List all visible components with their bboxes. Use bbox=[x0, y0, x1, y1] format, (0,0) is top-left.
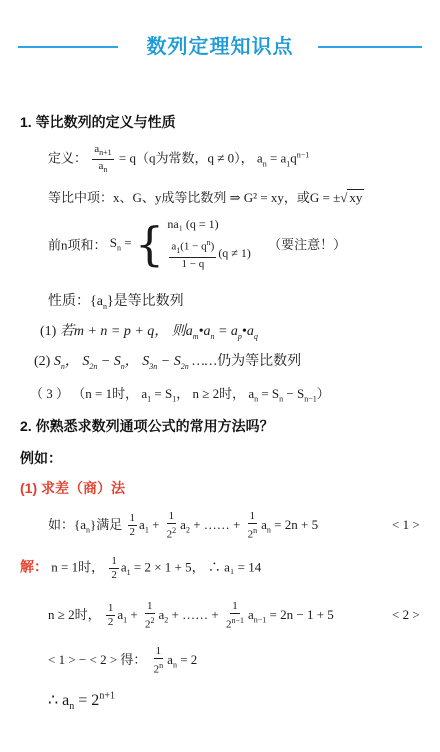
example-satisfies: 满足 bbox=[96, 516, 123, 532]
solution-line-1-result: ∴ a₁ = 14 bbox=[207, 559, 262, 575]
banner-line-right bbox=[318, 46, 422, 48]
sum-brace: { bbox=[134, 216, 165, 271]
property-2-row: (2) $S_n$， $S_{2n} - S_n$， $S_{3n} - S_{2n}$ ……仍为等比数列 bbox=[34, 354, 302, 371]
property-3-row: （ 3 ） （n = 1时， $a_1 = S_1$， n ≥ 2时， $a_n = S_n - S_{n-1}$） bbox=[30, 386, 330, 404]
solution-line-3-rhs: = 2 bbox=[180, 651, 198, 667]
example-equation-row: 如：$\{a_n\}$满足 $\frac{1}{2}$ $a_1$ + $\frac{1}{2^2}$ $a_2$ + …… + $\frac{1}{2^n}$ $a_n = 2n + 5$ bbox=[48, 510, 319, 541]
equation-tag-1: < 1 > bbox=[392, 517, 420, 532]
solution-line-1: 解： n = 1时， $\frac{1}{2}$ $a_1 = 2 \times 1 + 5$， ∴ a₁ = 14 bbox=[20, 555, 262, 581]
conclusion-text: ∴ a bbox=[48, 692, 70, 709]
sum-label: 前n项和： bbox=[48, 237, 107, 253]
solution-line-2-text: n ≥ 2时， bbox=[48, 606, 101, 622]
page-title: 数列定理知识点 bbox=[146, 36, 294, 58]
property-row: 性质：$\{a_n\}$是等比数列 bbox=[48, 294, 184, 311]
definition-label: 定义： bbox=[48, 150, 88, 166]
method-1-heading: (1) 求差（商）法 bbox=[20, 480, 125, 496]
geometric-mean-row: 等比中项：x、G、y成等比数列 ⇒ G² = xy，或G = ±√ xy bbox=[48, 190, 363, 205]
title-banner bbox=[0, 30, 440, 64]
solution-line-2: n ≥ 2时， $\frac{1}{2}$ $a_1$ + $\frac{1}{2^2}$ $a_2$ + …… + $\frac{1}{2^{n-1}}$ $a_{n-1} = 2n - 1 + 5$ bbox=[48, 600, 334, 631]
solution-line-2-rhs: = 2n − 1 + 5 bbox=[269, 606, 334, 622]
solution-label: 解： bbox=[20, 558, 48, 575]
root-xy: xy bbox=[349, 190, 363, 205]
definition-text: q（q为常数，q ≠ 0）， bbox=[129, 150, 254, 166]
sum-case-1: na₁ (q = 1) bbox=[167, 217, 219, 231]
solution-line-1-text: n = 1时， bbox=[51, 559, 105, 575]
section-2-heading: 2. 你熟悉求数列通项公式的常用方法吗？ bbox=[20, 418, 274, 434]
sum-formula-row: 前n项和： $S_n$ = { na₁ (q = 1) $a_1(1 - q^n)$ 1 − q (q ≠ 1) （要注意！） bbox=[48, 216, 347, 271]
example-rhs: = 2n + 5 bbox=[274, 516, 319, 532]
property-text: 是等比数列 bbox=[113, 294, 184, 309]
property-1-row: (1) 若m + n = p + q， 则$a_m•a_n$ = $a_p•a_q$ bbox=[40, 324, 258, 341]
property-2-label: (2) bbox=[34, 354, 51, 369]
solution-line-3: < 1 > − < 2 > 得： $\frac{1}{2^n}$ $a_n = 2$ bbox=[48, 645, 198, 676]
example-label: 例如： bbox=[20, 450, 62, 466]
conclusion-row: ∴ $a_n = 2^{n+1}$ bbox=[48, 690, 115, 713]
solution-line-3-text: < 1 > − < 2 > 得： bbox=[48, 651, 147, 667]
equation-tag-2: < 2 > bbox=[392, 607, 420, 622]
section-1-heading: 1. 等比数列的定义与性质 bbox=[20, 114, 176, 130]
property-label: 性质： bbox=[48, 294, 90, 309]
sum-note: （要注意！） bbox=[268, 237, 347, 253]
property-3-label: （ 3 ） bbox=[30, 386, 70, 401]
solution-line-1-rhs: = 2 × 1 + 5， bbox=[133, 559, 205, 575]
geometric-mean-label: 等比中项： bbox=[48, 190, 114, 205]
example-prefix: 如： bbox=[48, 516, 75, 532]
geometric-mean-text: x、G、y成等比数列 ⇒ G² = xy，或G = ± bbox=[113, 190, 341, 205]
definition-row: 定义： $\frac{a_{n+1}}{a_n}$ = q（q为常数，q ≠ 0）， $a_n = a_1q^{n-1}$ bbox=[48, 143, 310, 175]
ratio-fraction: $\frac{a_{n+1}}{a_n}$ bbox=[94, 143, 112, 175]
banner-line-left bbox=[18, 46, 118, 48]
property-1-label: (1) bbox=[40, 324, 57, 339]
property-2-text: 仍为等比数列 bbox=[217, 354, 302, 369]
sum-case-2-condition: (q ≠ 1) bbox=[218, 245, 251, 260]
